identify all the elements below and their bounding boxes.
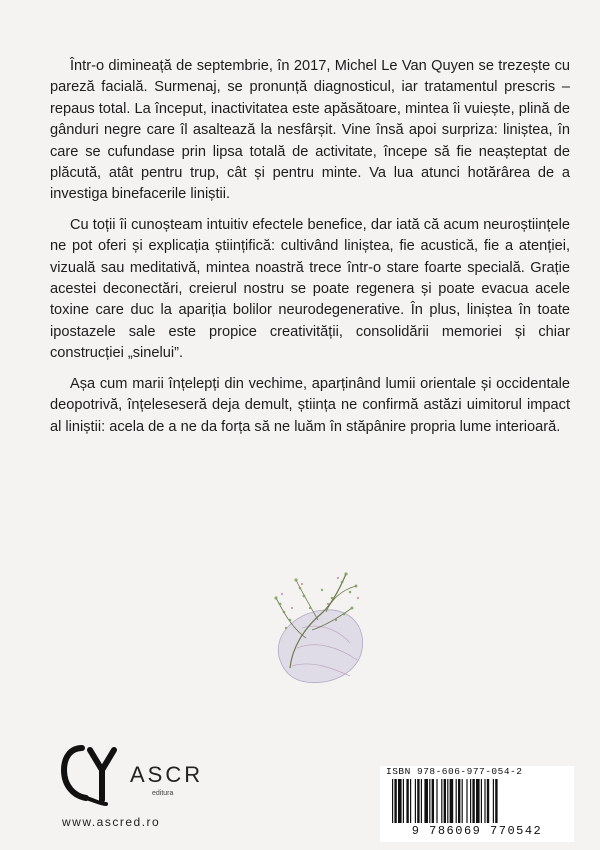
paragraph-2: Cu toții îi cunoșteam intuitiv efectele benefice, dar iată că acum neuroștiințele ne pot oferi și explicația științifică: cultivând liniștea, fie acustică, fie a atenției, vizuală sau meditativă, mintea noastră trece într-o stare foarte specială. Grație acestei deconectări, creierul nostru se poate regenera și poate evacua acele toxine care duc la apariția bolilor neurodegenerative. În plus, liniștea în toate ipostazele sale este propice creativității, consolidării memoriei și chiar construcției „sinelui”.: [50, 216, 570, 362]
brain-tree-illustration: [262, 568, 372, 688]
publisher-website[interactable]: www.ascred.ro: [62, 815, 161, 829]
isbn-label: ISBN 978-606-977-054-2: [386, 766, 523, 777]
paragraph-1: Într-o dimineață de septembrie, în 2017, Michel Le Van Quyen se trezește cu pareză facială. Surmenaj, se pronunță diagnosticul, iar tratamentul prescris – repaus total. La început, inactivitatea este apăsătoare, mintea îi vuiește, plină de gânduri negre care îl asaltează la nesfârșit. Vine însă apoi surpriza: liniștea, în care se cufundase prin lipsa totală de activitate, începe să fie neașteptat de plăcută, atât pentru trup, cât și pentru minte. Va lua atunci hotărârea de a investiga binefacerile liniștii.: [50, 58, 570, 203]
paragraph-3: Așa cum marii înțelepți din vechime, aparținând lumii orientale și occidentale deopotrivă, înțeleseseră deja demult, știința ne confirmă astăzi uimitorul impact al liniștii: acela de a ne da forța să ne luăm în stăpânire propria lume interioară.: [50, 375, 570, 435]
barcode: [392, 779, 568, 823]
publisher-name: ASCR: [130, 762, 204, 787]
publisher-subtitle: editura: [152, 790, 174, 797]
back-cover-text: [50, 56, 570, 447]
barcode-digits: 9 786069 770542: [411, 824, 543, 838]
publisher-logo: [60, 742, 126, 808]
